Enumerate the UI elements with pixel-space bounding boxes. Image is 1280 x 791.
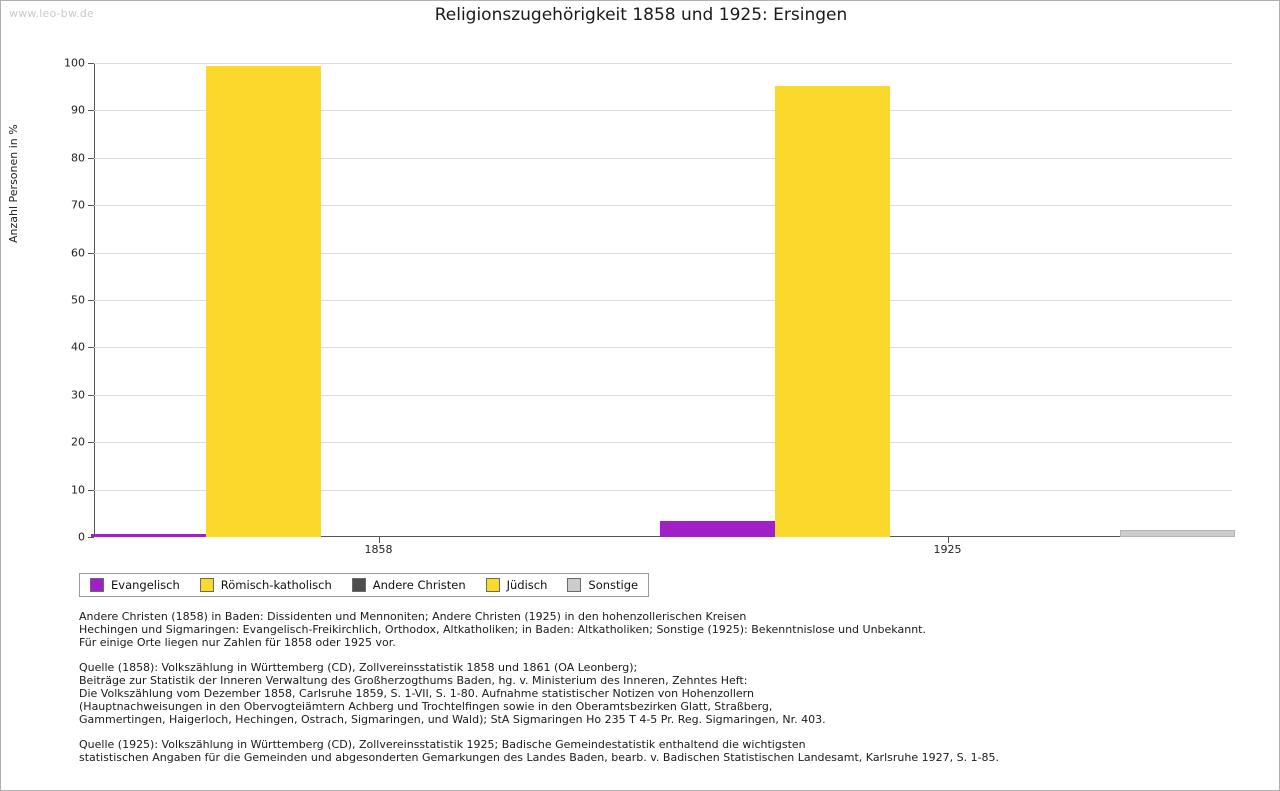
footnotes (79, 610, 1229, 764)
legend-swatch (486, 578, 500, 592)
plot-area (64, 56, 1232, 556)
y-axis-tick-label: 20 (71, 435, 85, 449)
y-axis-tick (88, 205, 94, 206)
footnote-paragraph: Quelle (1858): Volkszählung in Württemberg (CD), Zollvereinsstatistik 1858 und 1861 (OA Leonberg); Beiträge zur Statistik der Inneren Verwaltung des Großherzogthums Baden, hg. v. Ministerium des Inneren, Zehntes Heft: Die Volkszählung vom Dezember 1858, Carlsruhe 1859, S. 1-VII, S. 1-80. Aufnahme statistischer Notizen von Hohenzollern (Hauptnachweisungen in den Obervogteiämtern Achberg und Trochtelfingen sowie in den Oberamtsbezirken Glatt, Straßberg, Gammertingen, Haigerloch, Hechingen, Ostrach, Sigmaringen, und Wald); StA Sigmaringen Ho 235 T 4-5 Pr. Reg. Sigmaringen, Nr. 403. (79, 660, 826, 727)
y-axis-tick-label: 100 (64, 56, 85, 70)
x-axis-group-label: 1858 (364, 543, 393, 556)
y-axis-tick-label: 50 (71, 293, 85, 307)
y-axis-tick (88, 490, 94, 491)
y-axis-tick-label: 40 (71, 340, 85, 354)
footnote-paragraph: Andere Christen (1858) in Baden: Dissidenten und Mennoniten; Andere Christen (1925) in den hohenzollerischen Kreisen Hechingen und Sigmaringen: Evangelisch-Freikirchlich, Orthodox, Altkatholiken; in Baden: Altkatholiken; Sonstige (1925): Bekenntnislose und Unbekannt. Für einige Orte liegen nur Zahlen für 1858 oder 1925 vor. (79, 610, 926, 650)
y-axis-tick (88, 347, 94, 348)
legend-swatch (352, 578, 366, 592)
legend-item-j-disch[interactable] (486, 578, 548, 592)
legend-swatch (567, 578, 581, 592)
legend-label: Andere Christen (372, 578, 466, 592)
legend-item-evangelisch[interactable] (90, 578, 180, 592)
footnote-paragraph: Quelle (1925): Volkszählung in Württemberg (CD), Zollvereinsstatistik 1925; Badische Gemeindestatistik enthaltend die wichtigsten statistischen Angaben für die Gemeinden und abgesonderten Gemarkungen des Landes Baden, bearb. v. Badischen Statistischen Landesamt, Karlsruhe 1927, S. 1-85. (79, 737, 1000, 764)
legend-label: Evangelisch (111, 578, 180, 592)
bar-1925-sonstige (1120, 530, 1235, 537)
legend-swatch (90, 578, 104, 592)
y-axis-tick-label: 0 (78, 530, 85, 544)
bar-1858-evangelisch (91, 534, 206, 537)
y-axis-tick-label: 80 (71, 151, 85, 165)
gridline (94, 63, 1232, 64)
y-axis-tick (88, 395, 94, 396)
chart-legend (79, 573, 649, 597)
y-axis-tick (88, 63, 94, 64)
y-axis-tick (88, 300, 94, 301)
legend-item-andere-christen[interactable] (352, 578, 466, 592)
legend-item-sonstige[interactable] (567, 578, 638, 592)
y-axis-tick (88, 158, 94, 159)
bar-1925-evangelisch (660, 521, 775, 537)
site-watermark: www.leo-bw.de (9, 7, 95, 20)
bar-1925-r-misch-katholisch (775, 86, 890, 537)
y-axis-label-text: Anzahl Personen in % (7, 124, 20, 243)
legend-label: Sonstige (588, 578, 639, 592)
y-axis-tick (88, 253, 94, 254)
y-axis-label (7, 63, 23, 537)
y-axis-tick (88, 537, 94, 538)
x-axis-group-label: 1925 (933, 543, 962, 556)
legend-swatch (200, 578, 214, 592)
y-axis-tick-label: 60 (71, 246, 85, 260)
y-axis-tick (88, 110, 94, 111)
y-axis-tick-label: 90 (71, 103, 85, 117)
chart-title: Religionszugehörigkeit 1858 und 1925: Ersingen (434, 5, 848, 25)
legend-item-r-misch-katholisch[interactable] (200, 578, 332, 592)
legend-label: Römisch-katholisch (220, 578, 332, 592)
y-axis-tick (88, 442, 94, 443)
legend-label: Jüdisch (506, 578, 548, 592)
y-axis-tick-label: 70 (71, 198, 85, 212)
y-axis-tick-label: 30 (71, 388, 85, 402)
bar-1858-r-misch-katholisch (206, 66, 321, 537)
y-axis-tick-label: 10 (71, 483, 85, 497)
